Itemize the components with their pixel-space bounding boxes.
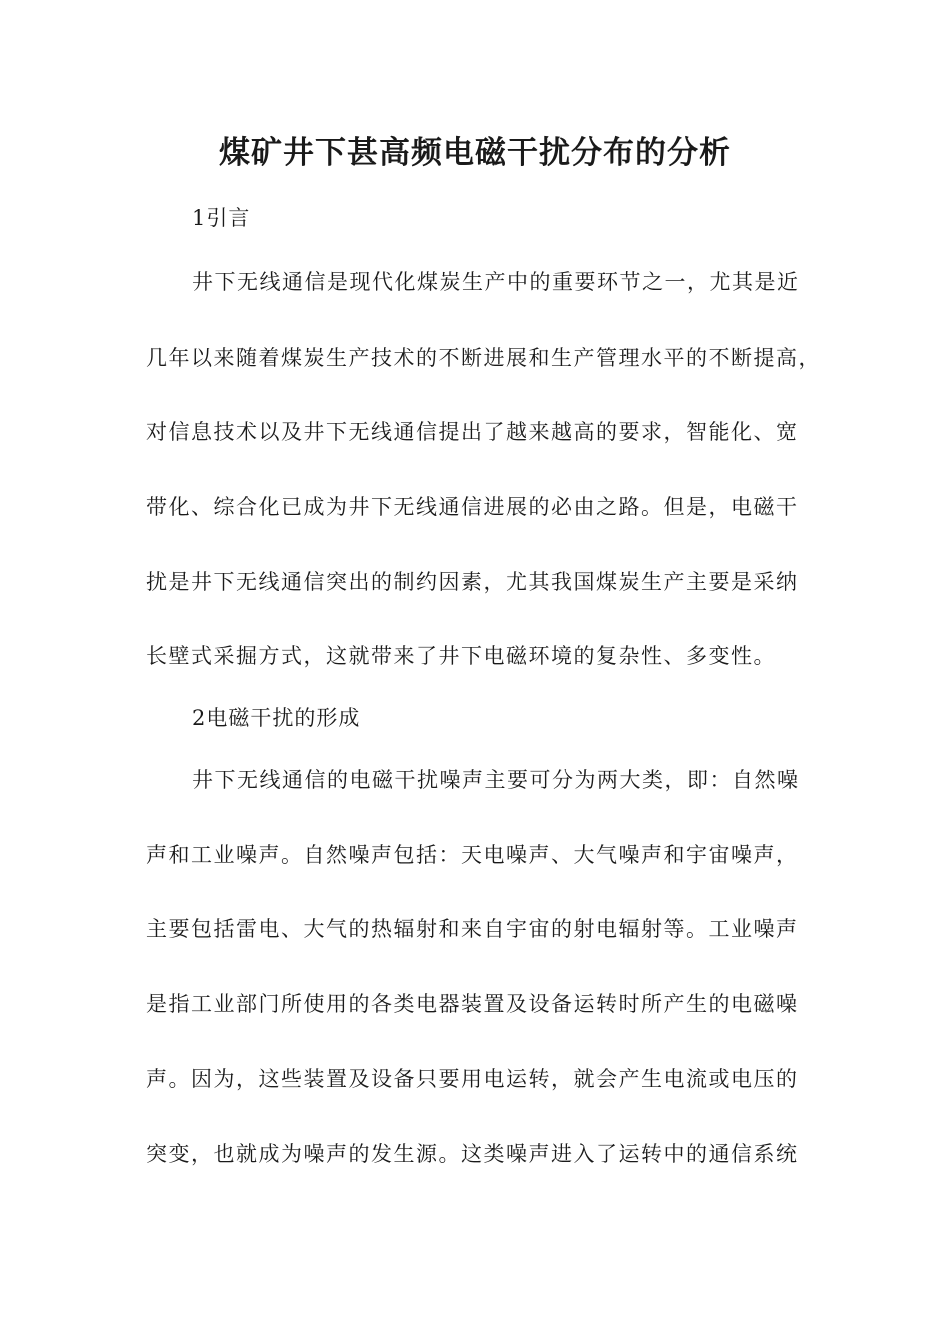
paragraph-line: 长壁式采掘方式，这就带来了井下电磁环境的复杂性、多变性。 [146,644,776,668]
paragraph-line: 对信息技术以及井下无线通信提出了越来越高的要求，智能化、宽 [146,420,799,444]
paragraph-line: 声和工业噪声。自然噪声包括：天电噪声、大气噪声和宇宙噪声， [146,843,799,867]
section-heading-interference-formation: 2电磁干扰的形成 [192,706,361,730]
paragraph-line: 突变，也就成为噪声的发生源。这类噪声进入了运转中的通信系统 [146,1142,799,1166]
paragraph-line: 井下无线通信是现代化煤炭生产中的重要环节之一，尤其是近 [192,270,800,294]
paragraph-line: 井下无线通信的电磁干扰噪声主要可分为两大类，即：自然噪 [192,768,800,792]
paragraph-line: 声。因为，这些装置及设备只要用电运转，就会产生电流或电压的 [146,1067,799,1091]
paragraph-line: 扰是井下无线通信突出的制约因素，尤其我国煤炭生产主要是采纳 [146,570,799,594]
paragraph-line: 几年以来随着煤炭生产技术的不断进展和生产管理水平的不断提高， [146,346,821,370]
paragraph-line: 带化、综合化已成为井下无线通信进展的必由之路。但是，电磁干 [146,495,799,519]
paragraph-line: 主要包括雷电、大气的热辐射和来自宇宙的射电辐射等。工业噪声 [146,917,799,941]
document-title: 煤矿井下甚高频电磁干扰分布的分析 [219,135,731,171]
paragraph-line: 是指工业部门所使用的各类电器装置及设备运转时所产生的电磁噪 [146,992,799,1016]
section-heading-introduction: 1引言 [192,206,251,230]
